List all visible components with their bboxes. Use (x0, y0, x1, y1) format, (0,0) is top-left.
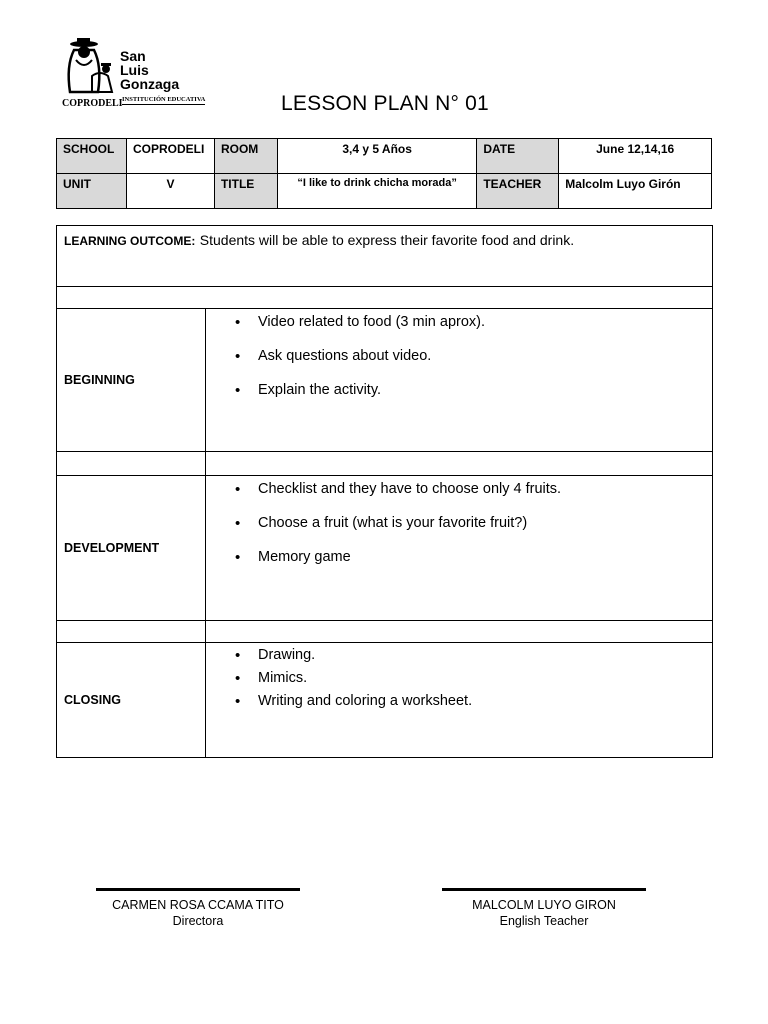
activity-list (213, 313, 705, 400)
stage-activities (206, 309, 713, 452)
activity-item: • Writing and coloring a worksheet. (213, 690, 705, 713)
school-label: SCHOOL (57, 139, 127, 174)
spacer-row (57, 452, 713, 476)
learning-outcome-text: Students will be able to express their favorite food and drink. (199, 232, 575, 248)
signature-name: CARMEN ROSA CCAMA TITO (112, 898, 284, 912)
outcome-row (57, 226, 713, 287)
activity-item: • Drawing. (213, 644, 705, 667)
activity-item: • Memory game (213, 548, 705, 567)
activity-item: • Explain the activity. (213, 381, 705, 400)
logo-wordmark (120, 50, 179, 92)
signature-name: MALCOLM LUYO GIRON (472, 898, 616, 912)
logo-brand: COPRODELI (62, 98, 123, 109)
lesson-info-table (56, 138, 712, 209)
activity-item: • Video related to food (3 min aprox). (213, 313, 705, 332)
activity-list (213, 480, 705, 567)
title-label: TITLE (214, 174, 277, 209)
activity-item: • Ask questions about video. (213, 347, 705, 366)
lesson-title-value: “I like to drink chicha morada” (277, 174, 476, 209)
spacer-row (57, 621, 713, 643)
teacher-value: Malcolm Luyo Girón (559, 174, 712, 209)
logo-letter-line: Luis (120, 62, 149, 78)
spacer-cell (57, 452, 206, 476)
signature-line (442, 888, 646, 891)
school-logo (58, 36, 208, 112)
stage-row-development (57, 476, 713, 621)
stage-activities (206, 476, 713, 621)
room-label: ROOM (214, 139, 277, 174)
stage-name: DEVELOPMENT (57, 476, 206, 621)
logo-subtitle: INSTITUCIÓN EDUCATIVA (122, 96, 206, 103)
learning-outcome-cell (57, 226, 713, 287)
unit-value: V (126, 174, 214, 209)
stage-row-beginning (57, 309, 713, 452)
stage-name: CLOSING (57, 643, 206, 758)
activity-list (213, 644, 705, 713)
info-row (57, 139, 712, 174)
signature-line (96, 888, 300, 891)
activity-item: • Mimics. (213, 667, 705, 690)
activity-item: • Choose a fruit (what is your favorite fruit?) (213, 514, 705, 533)
page-title: LESSON PLAN N° 01 (281, 92, 489, 115)
info-row (57, 174, 712, 209)
logo-letter-line: San (120, 48, 146, 64)
signature-role: Directora (172, 914, 224, 928)
activity-item: • Checklist and they have to choose only 4 fruits. (213, 480, 705, 499)
date-value: June 12,14,16 (559, 139, 712, 174)
unit-label: UNIT (57, 174, 127, 209)
stage-name: BEGINNING (57, 309, 206, 452)
school-value: COPRODELI (126, 139, 214, 174)
learning-outcome-label: LEARNING OUTCOME: (64, 234, 196, 248)
signature-teacher (442, 888, 646, 929)
teacher-label: TEACHER (477, 174, 559, 209)
lesson-plan-table (56, 225, 713, 758)
room-value: 3,4 y 5 Años (277, 139, 476, 174)
spacer-cell (206, 621, 713, 643)
spacer-row (57, 287, 713, 309)
stage-row-closing (57, 643, 713, 758)
logo-letter-line: Gonzaga (120, 76, 180, 92)
date-label: DATE (477, 139, 559, 174)
spacer-cell (206, 452, 713, 476)
stage-activities (206, 643, 713, 758)
signature-role: English Teacher (499, 914, 589, 928)
spacer-cell (57, 287, 713, 309)
signature-director (96, 888, 300, 929)
school-logo-icon (62, 36, 122, 98)
spacer-cell (57, 621, 206, 643)
